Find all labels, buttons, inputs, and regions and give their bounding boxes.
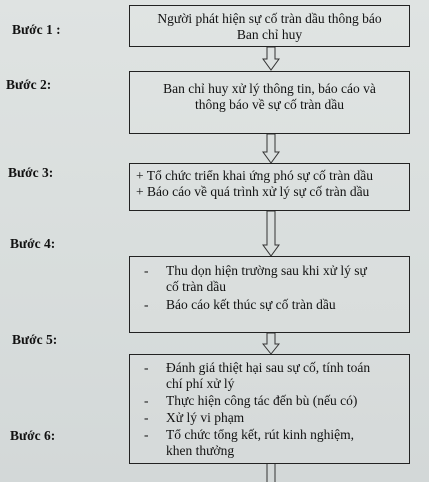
arrow-down-5 [262, 464, 280, 482]
arrow-down-1 [262, 47, 280, 71]
box-1-line-2: Ban chỉ huy [236, 27, 303, 42]
box-5-item-4: - Tổ chức tổng kết, rút kinh nghiệm, khen thưởng [144, 427, 355, 458]
box-1-line-1: Người phát hiện sự cố tràn dầu thông báo [157, 11, 382, 26]
arrow-down-3 [262, 211, 280, 257]
box-5-item-1: - Đánh giá thiệt hại sau sự cố, tính toán chí phí xử lý [144, 360, 371, 391]
box-3-line-2: + Báo cáo về quá trình xử lý sự cố tràn dầu [136, 184, 370, 199]
step-5-box [129, 354, 410, 464]
box-2-line-1: Ban chỉ huy xử lý thông tin, báo cáo và [163, 81, 376, 96]
step-4-label: Bước 4: [10, 236, 56, 251]
step-2-box [129, 71, 410, 134]
arrow-down-2 [262, 134, 280, 164]
step-3-label: Bước 3: [8, 165, 54, 180]
box-5-item-3: - Xử lý vi phạm [144, 410, 245, 425]
step-1-box [129, 5, 410, 47]
box-4-item-2: - Báo cáo kết thúc sự cố tràn dầu [144, 297, 336, 312]
step-4-box [129, 256, 410, 333]
box-3-line-1: + Tổ chức triển khai ứng phó sự cố tràn dầu [136, 168, 374, 183]
step-1-label: Bước 1 : [12, 22, 61, 37]
box-4-item-1: - Thu dọn hiện trường sau khi xử lý sự cố tràn dầu [144, 263, 367, 294]
step-2-label: Bước 2: [6, 77, 52, 92]
step-3-box [129, 163, 410, 211]
step-5-label: Bước 5: [12, 332, 58, 347]
box-5-item-2: - Thực hiện công tác đến bù (nếu có) [144, 393, 358, 408]
box-2-line-2: thông báo về sự cố tràn dầu [194, 97, 345, 112]
arrow-down-4 [262, 333, 280, 355]
step-6-label: Bước 6: [10, 428, 56, 443]
